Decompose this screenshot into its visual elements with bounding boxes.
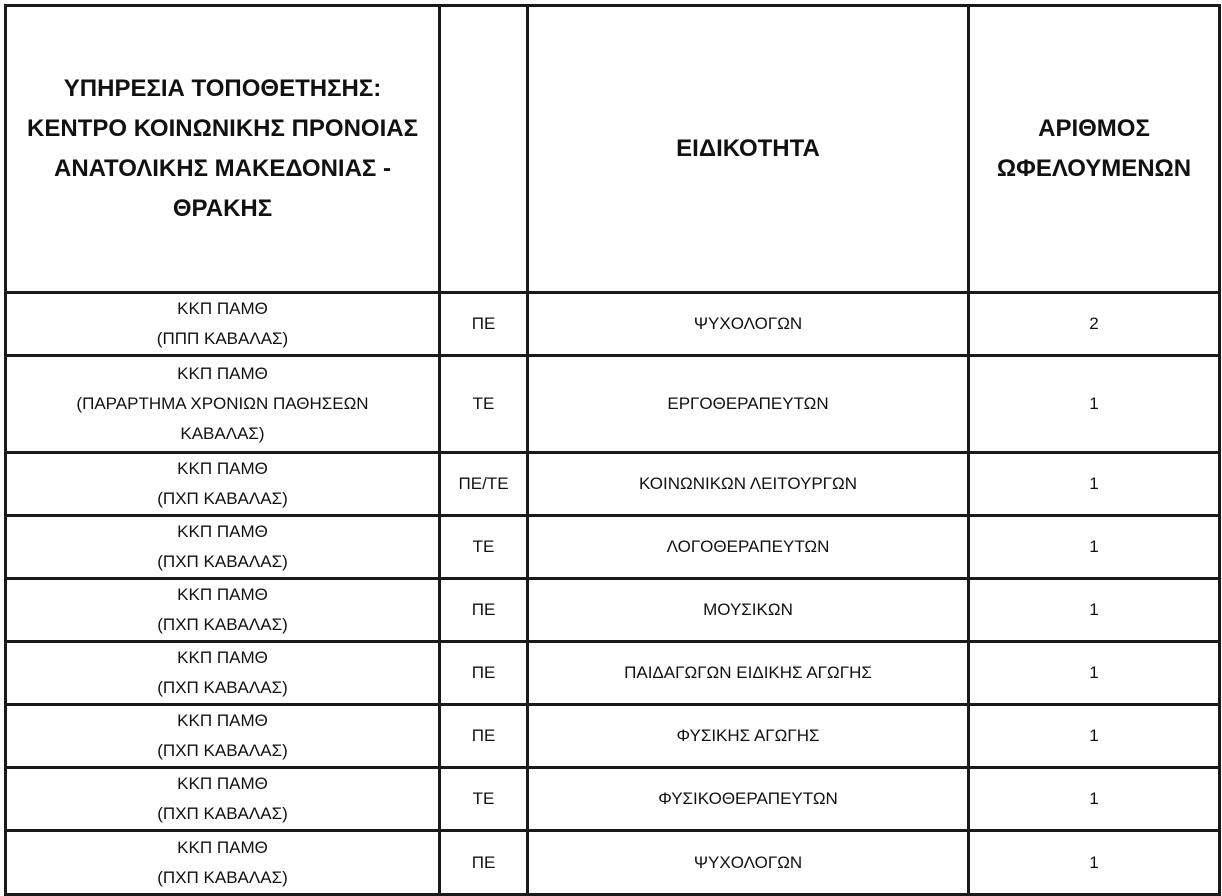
specialty-cell: ΨΥΧΟΛΟΓΩΝ <box>528 293 969 356</box>
header-count-line: ΑΡΙΘΜΟΣ <box>1038 115 1150 142</box>
service-cell <box>6 768 440 831</box>
specialty-cell: ΦΥΣΙΚΟΘΕΡΑΠΕΥΤΩΝ <box>528 768 969 831</box>
service-line: ΚΚΠ ΠΑΜΘ <box>177 774 268 793</box>
service-line: ΚΑΒΑΛΑΣ) <box>180 424 265 443</box>
table-row <box>6 768 1220 831</box>
service-line: (ΠΧΠ ΚΑΒΑΛΑΣ) <box>157 867 288 887</box>
specialty-cell: ΛΟΓΟΘΕΡΑΠΕΥΤΩΝ <box>528 516 969 579</box>
service-line: ΚΚΠ ΠΑΜΘ <box>177 459 268 478</box>
category-cell: ΤΕ <box>440 768 528 831</box>
service-line: ΚΚΠ ΠΑΜΘ <box>177 711 268 730</box>
service-cell <box>6 453 440 516</box>
header-service-cell <box>6 6 440 293</box>
category-cell: ΠΕ <box>440 642 528 705</box>
service-cell <box>6 831 440 895</box>
header-count-line: ΩΦΕΛΟΥΜΕΝΩΝ <box>996 155 1192 182</box>
service-line: (ΠΑΡΑΡΤΗΜΑ ΧΡΟΝΙΩΝ ΠΑΘΗΣΕΩΝ <box>76 394 369 413</box>
table-row <box>6 293 1220 356</box>
service-line: (ΠΧΠ ΚΑΒΑΛΑΣ) <box>157 804 288 823</box>
table-row <box>6 516 1220 579</box>
table-header-row <box>6 6 1220 293</box>
count-cell: 1 <box>969 453 1220 516</box>
header-service-line: ΘΡΑΚΗΣ <box>172 195 273 222</box>
specialty-cell: ΚΟΙΝΩΝΙΚΩΝ ΛΕΙΤΟΥΡΓΩΝ <box>528 453 969 516</box>
service-line: (ΠΧΠ ΚΑΒΑΛΑΣ) <box>157 489 288 508</box>
service-line: (ΠΧΠ ΚΑΒΑΛΑΣ) <box>157 741 288 760</box>
count-cell: 1 <box>969 579 1220 642</box>
table-row <box>6 453 1220 516</box>
table-row <box>6 579 1220 642</box>
category-cell: ΠΕ <box>440 579 528 642</box>
header-service-line: ΥΠΗΡΕΣΙΑ ΤΟΠΟΘΕΤΗΣΗΣ: <box>63 75 382 102</box>
service-line: ΚΚΠ ΠΑΜΘ <box>177 648 268 667</box>
service-line: (ΠΠΠ ΚΑΒΑΛΑΣ) <box>156 329 289 348</box>
service-line: ΚΚΠ ΠΑΜΘ <box>177 585 268 604</box>
count-cell: 1 <box>969 356 1220 453</box>
category-cell: ΤΕ <box>440 356 528 453</box>
table-row <box>6 356 1220 453</box>
header-service-line: ΚΕΝΤΡΟ ΚΟΙΝΩΝΙΚΗΣ ΠΡΟΝΟΙΑΣ <box>27 115 418 142</box>
header-specialty-cell: ΕΙΔΙΚΟΤΗΤΑ <box>528 6 969 293</box>
service-line: ΚΚΠ ΠΑΜΘ <box>177 364 268 383</box>
service-cell <box>6 516 440 579</box>
count-cell: 1 <box>969 831 1220 895</box>
service-cell <box>6 356 440 453</box>
service-line: ΚΚΠ ΠΑΜΘ <box>177 522 268 541</box>
header-count-cell <box>969 6 1220 293</box>
category-cell: ΠΕ <box>440 831 528 895</box>
table-row <box>6 831 1220 895</box>
category-cell: ΠΕ/ΤΕ <box>440 453 528 516</box>
service-cell <box>6 642 440 705</box>
table-row <box>6 705 1220 768</box>
service-line: (ΠΧΠ ΚΑΒΑΛΑΣ) <box>157 615 288 634</box>
count-cell: 1 <box>969 768 1220 831</box>
category-cell: ΠΕ <box>440 293 528 356</box>
service-cell <box>6 293 440 356</box>
specialty-cell: ΦΥΣΙΚΗΣ ΑΓΩΓΗΣ <box>528 705 969 768</box>
specialty-cell: ΨΥΧΟΛΟΓΩΝ <box>528 831 969 895</box>
header-service-line: ΑΝΑΤΟΛΙΚΗΣ ΜΑΚΕΔΟΝΙΑΣ - <box>54 155 391 182</box>
count-cell: 1 <box>969 516 1220 579</box>
count-cell: 1 <box>969 642 1220 705</box>
table-row <box>6 642 1220 705</box>
specialty-cell: ΕΡΓΟΘΕΡΑΠΕΥΤΩΝ <box>528 356 969 453</box>
count-cell: 2 <box>969 293 1220 356</box>
specialty-cell: ΜΟΥΣΙΚΩΝ <box>528 579 969 642</box>
service-line: (ΠΧΠ ΚΑΒΑΛΑΣ) <box>157 552 288 571</box>
service-cell <box>6 579 440 642</box>
service-line: ΚΚΠ ΠΑΜΘ <box>177 299 268 318</box>
category-cell: ΤΕ <box>440 516 528 579</box>
service-line: (ΠΧΠ ΚΑΒΑΛΑΣ) <box>157 678 288 697</box>
count-cell: 1 <box>969 705 1220 768</box>
service-cell <box>6 705 440 768</box>
category-cell: ΠΕ <box>440 705 528 768</box>
header-category-cell <box>440 6 528 293</box>
specialty-cell: ΠΑΙΔΑΓΩΓΩΝ ΕΙΔΙΚΗΣ ΑΓΩΓΗΣ <box>528 642 969 705</box>
service-line: ΚΚΠ ΠΑΜΘ <box>177 837 268 857</box>
positions-table <box>4 4 1221 896</box>
